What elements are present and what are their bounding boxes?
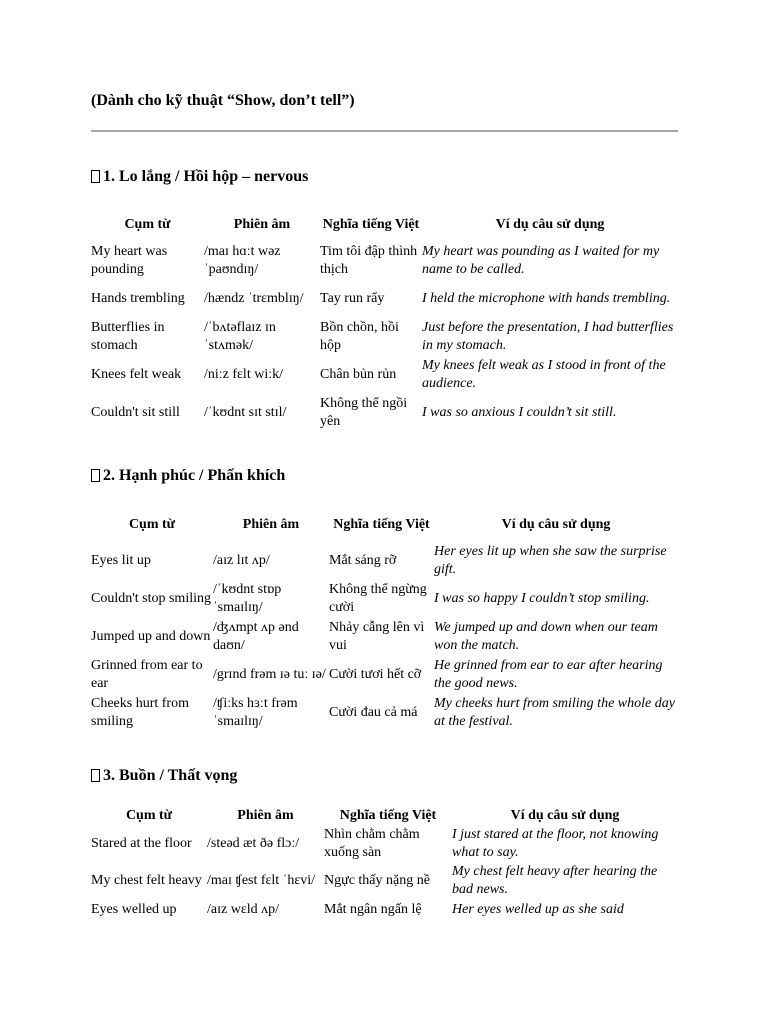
table-row: Couldn't stop smiling /ˈkʊdnt stɒp ˈsmaɪlɪŋ/ Không thể ngừng cười I was so happy I couldn’t stop smiling. [91, 582, 650, 615]
header-phrase: Cụm từ [124, 217, 171, 232]
table-row: Stared at the floor /steəd æt ðə flɔː/ Nhìn chằm chằm xuống sàn I just stared at the floor, not knowing what to say. [91, 827, 659, 860]
header-ipa: Phiên âm [242, 517, 300, 532]
section-happy [91, 466, 678, 732]
section-nervous [91, 167, 678, 432]
missing-glyph-icon [91, 469, 100, 482]
table-row: Butterflies in stomach /ˈbʌtəflaɪz ɪn ˈstʌmək/ Bồn chồn, hồi hộp Just before the presentation, I had butterflies in my stomach. [91, 320, 674, 353]
header-example: Ví dụ câu sử dụng [501, 517, 611, 532]
header-phrase: Cụm từ [125, 808, 173, 823]
header-meaning: Nghĩa tiếng Việt [333, 517, 430, 532]
table-row: Jumped up and down /ʤʌmpt ʌp ənd daʊn/ Nhảy cẫng lên vì vui We jumped up and down when our team won the match. [91, 620, 658, 653]
header-example: Ví dụ câu sử dụng [495, 217, 605, 232]
table-header-row [91, 508, 678, 542]
vocab-table [91, 806, 678, 920]
header-example: Ví dụ câu sử dụng [510, 808, 620, 823]
table-row: My heart was pounding /maɪ hɑːt wəz ˈpaʊndɪŋ/ Tim tôi đập thình thịch My heart was pounding as I waited for my name to be called. [91, 244, 660, 277]
header-meaning: Nghĩa tiếng Việt [339, 808, 437, 823]
missing-glyph-icon [91, 769, 100, 782]
section-title: 1. Lo lắng / Hồi hộp – nervous [91, 167, 678, 187]
missing-glyph-icon [91, 170, 100, 183]
table-header-row [91, 806, 678, 826]
table-row: Couldn't sit still /ˈkʊdnt sɪt stɪl/ Không thể ngồi yên I was so anxious I couldn’t sit still. [91, 396, 617, 429]
table-row: Grinned from ear to ear /grɪnd frəm ɪə tuː ɪə/ Cười tươi hết cỡ He grinned from ear to ear after hearing the good news. [91, 658, 663, 691]
section-title: 2. Hạnh phúc / Phấn khích [91, 466, 678, 486]
vocab-table [91, 208, 678, 432]
table-row: Eyes lit up /aɪz lɪt ʌp/ Mắt sáng rỡ Her eyes lit up when she saw the surprise gift. [91, 544, 667, 577]
section-sad [91, 766, 678, 920]
section-title: 3. Buồn / Thất vọng [91, 766, 678, 786]
header-ipa: Phiên âm [237, 808, 294, 823]
table-header-row [91, 208, 678, 242]
table-row: Knees felt weak /niːz fɛlt wiːk/ Chân bủn rủn My knees felt weak as I stood in front of the audience. [91, 358, 666, 391]
table-row: Eyes welled up /aɪz wɛld ʌp/ Mắt ngân ngấn lệ Her eyes welled up as she said [91, 902, 624, 917]
vocab-table [91, 508, 678, 732]
header-phrase: Cụm từ [128, 517, 176, 532]
table-row: Cheeks hurt from smiling /ʧiːks hɜːt frəm ˈsmaɪlɪŋ/ Cười đau cả má My cheeks hurt from smiling the whole day at the festival. [91, 696, 675, 729]
table-row: My chest felt heavy /maɪ ʧest fɛlt ˈhɛvi/ Ngực thấy nặng nề My chest felt heavy after hearing the bad news. [91, 864, 658, 897]
header-ipa: Phiên âm [233, 217, 291, 232]
document-subtitle: (Dành cho kỹ thuật “Show, don’t tell”) [91, 92, 355, 109]
table-row: Hands trembling /hændz ˈtrɛmblɪŋ/ Tay run rẩy I held the microphone with hands trembling. [91, 291, 671, 306]
header-meaning: Nghĩa tiếng Việt [322, 217, 420, 232]
horizontal-divider [91, 130, 678, 132]
